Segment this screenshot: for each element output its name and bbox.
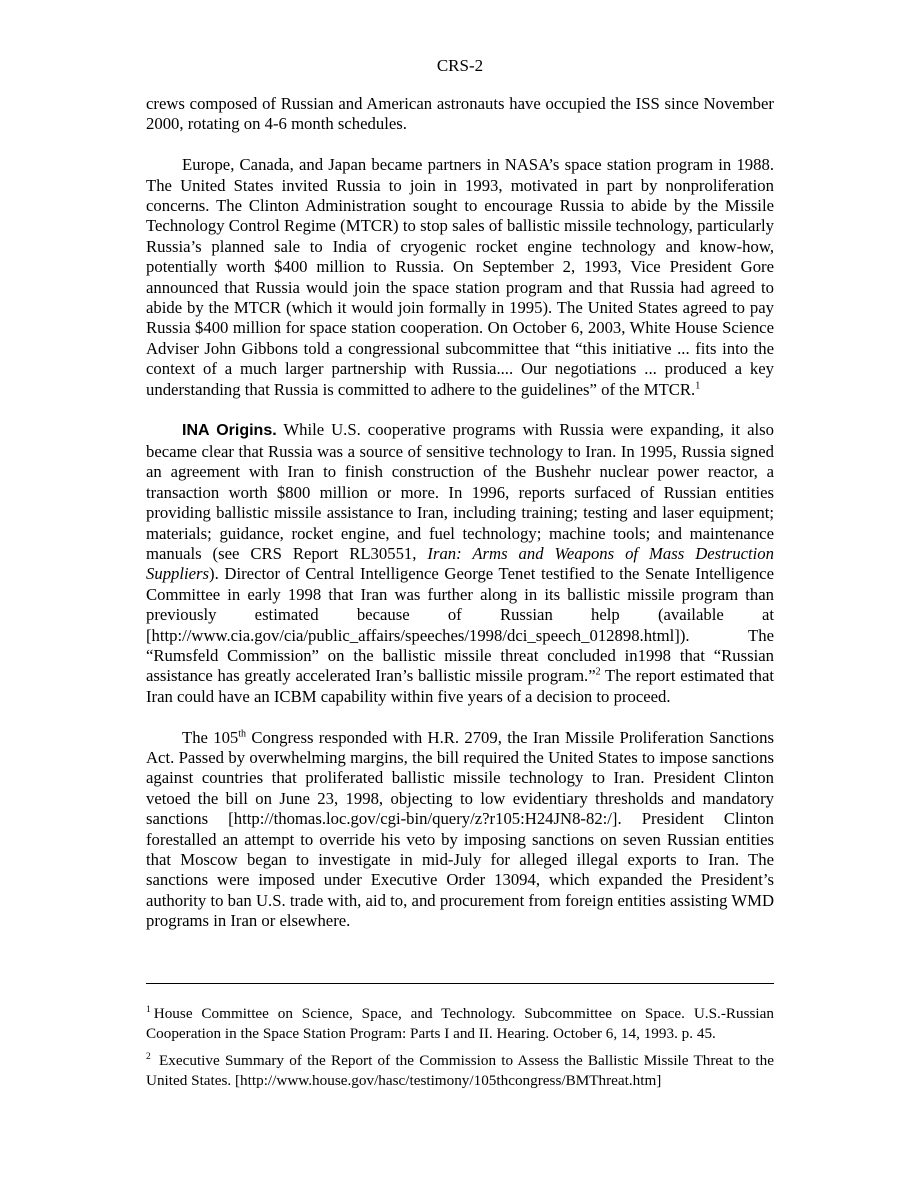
footnote-divider <box>146 983 774 984</box>
document-body <box>146 94 774 932</box>
paragraph-text: While U.S. cooperative programs with Russia were expanding, it also became clear that Russia was a source of sensitive technology to Iran. In 1995, Russia signed an agreement with Iran to finish construction of the Bushehr nuclear power reactor, a transaction worth $800 million or more. In 1996, reports surfaced of Russian entities providing ballistic missile assistance to Iran, including training; testing and laser equipment; materials; guidance, rocket engine, and fuel technology; machine tools; and maintenance manuals (see CRS Report RL30551, <box>146 420 774 563</box>
paragraph-text: crews composed of Russian and American astronauts have occupied the ISS since November 2000, rotating on 4-6 month schedules. <box>146 94 774 134</box>
footnote-mark: 1 <box>146 1004 151 1015</box>
paragraph-text: ). Director of Central Intelligence George Tenet testified to the Senate Intelligence Committee in early 1998 that Iran was further along in its ballistic missile program than previously estimated because of Russian help (available at [http://www.cia.gov/cia/public_affairs/speeches/1998/dci_speech_012898.html]). The “Rumsfeld Commission” on the ballistic missile threat concluded in1998 that “Russian assistance has greatly accelerated Iran’s ballistic missile program.” <box>146 564 774 686</box>
paragraph-text: Congress responded with H.R. 2709, the Iran Missile Proliferation Sanctions Act. Passed by overwhelming margins, the bill required the United States to impose sanctions against countries that proliferated ballistic missile technology to Iran. President Clinton vetoed the bill on June 23, 1998, objecting to low evidentiary thresholds and mandatory sanctions [http://thomas.loc.gov/cgi-bin/query/z?r105:H24JN8-82:/]. President Clinton forestalled an attempt to override his veto by imposing sanctions on seven Russian entities that Moscow began to investigate in mid-July for alleged illegal exports to Iran. The sanctions were imposed under Executive Order 13094, which expanded the President’s authority to ban U.S. trade with, aid to, and procurement from foreign entities assisting WMD programs in Iran or elsewhere. <box>146 727 774 931</box>
paragraph-text: Europe, Canada, and Japan became partners in NASA’s space station program in 1988. The United States invited Russia to join in 1993, motivated in part by nonproliferation concerns. The Clinton Administration sought to encourage Russia to abide by the Missile Technology Control Regime (MTCR) to stop sales of ballistic missile technology, particularly Russia’s planned sale to India of cryogenic rocket engine technology and know-how, potentially worth $400 million to Russia. On September 2, 1993, Vice President Gore announced that Russia would join the space station program and that Russia had agreed to abide by the MTCR (which it would join formally in 1995). The United States agreed to pay Russia $400 million for space station cooperation. On October 6, 2003, White House Science Adviser John Gibbons told a congressional subcommittee that “this initiative ... fits into the context of a much larger partnership with Russia.... Our negotiations ... produced a key understanding that Russia is committed to adhere to the guidelines” of the MTCR. <box>146 155 774 399</box>
paragraph-iss-crews <box>146 94 774 135</box>
section-heading-ina-origins: INA Origins. <box>182 422 277 440</box>
footnote-text: House Committee on Science, Space, and Technology. Subcommittee on Space. U.S.-Russian Cooperation in the Space Station Program: Parts I and II. Hearing. October 6, 14, 1993. p. 45. <box>146 1005 774 1042</box>
footnote-ref-2[interactable]: 2 <box>595 666 601 678</box>
paragraph-ina-origins <box>146 420 774 707</box>
footnote-ref-1[interactable]: 1 <box>695 380 701 392</box>
page-number: CRS-2 <box>436 56 484 75</box>
paragraph-partners <box>146 155 774 400</box>
footnote-mark: 2 <box>146 1052 151 1063</box>
footnote-text: Executive Summary of the Report of the Commission to Assess the Ballistic Missile Threat to the United States. [http://www.house.gov/hasc/testimony/105thcongress/BMThreat.htm] <box>146 1052 774 1089</box>
paragraph-text: The report estimated that Iran could have an ICBM capability within five years of a decision to proceed. <box>146 666 774 706</box>
paragraph-text: The 105 <box>182 727 239 747</box>
footnote-2 <box>146 1051 774 1090</box>
footnotes <box>146 1004 774 1090</box>
ordinal-suffix: th <box>238 727 247 739</box>
paragraph-105th-congress <box>146 728 774 932</box>
footnote-1 <box>146 1004 774 1043</box>
report-title: Iran: Arms and Weapons of Mass Destruction Suppliers <box>146 543 774 584</box>
